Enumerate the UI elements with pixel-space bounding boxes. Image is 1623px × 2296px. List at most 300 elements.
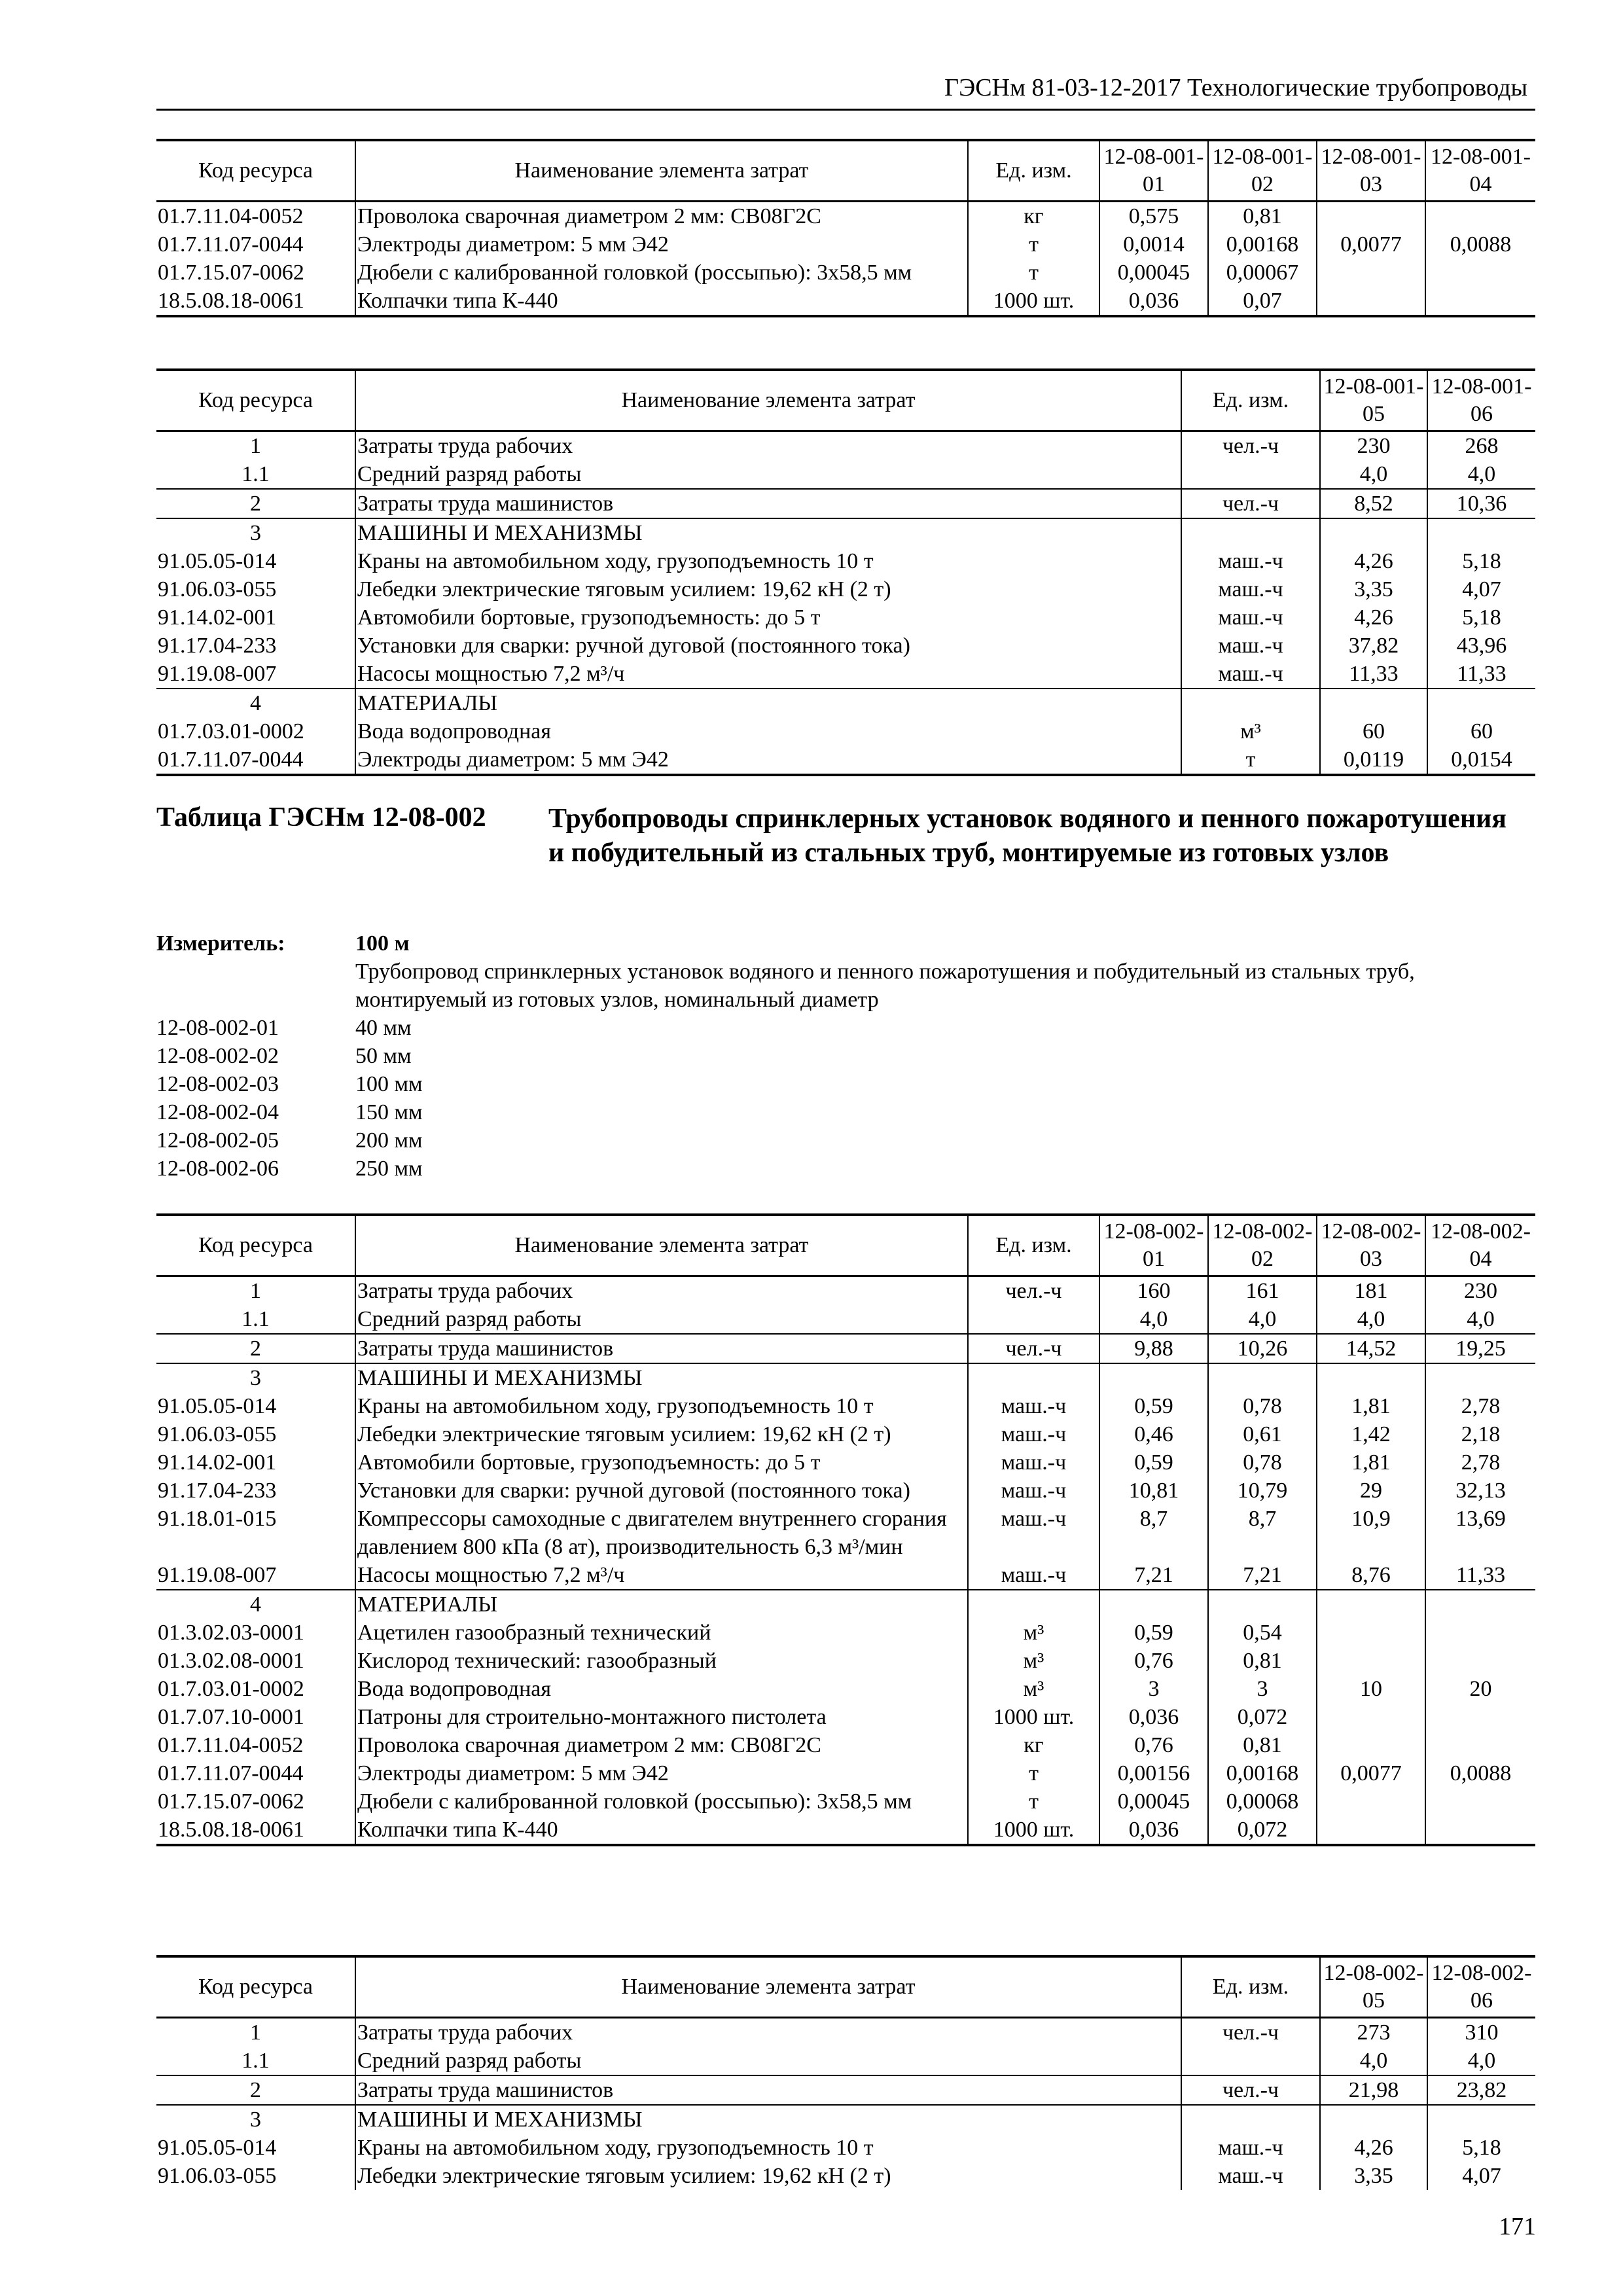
norm-value: 310	[1427, 2018, 1535, 2047]
norm-value: 273	[1320, 2018, 1427, 2047]
table-row	[156, 1276, 1535, 1306]
table-row	[156, 2047, 1535, 2075]
resource-unit: маш.-ч	[968, 1561, 1099, 1590]
table-row	[156, 287, 1535, 316]
resource-name: Затраты труда рабочих	[355, 1276, 968, 1306]
norm-value: 5,18	[1427, 603, 1535, 632]
norm-value: 3	[1099, 1675, 1208, 1703]
norm-value: 4,0	[1099, 1305, 1208, 1334]
column-header-norm: 12-08-001-05	[1320, 370, 1427, 431]
norm-value: 10,36	[1427, 489, 1535, 518]
table-row	[156, 1334, 1535, 1363]
resource-unit: маш.-ч	[1181, 660, 1320, 689]
norm-value	[1427, 689, 1535, 717]
table-row	[156, 1703, 1535, 1731]
resource-unit: чел.-ч	[1181, 489, 1320, 518]
norm-value: 11,33	[1427, 660, 1535, 689]
table-row	[156, 1305, 1535, 1334]
norm-value: 60	[1427, 717, 1535, 745]
resource-name: Установки для сварки: ручной дуговой (постоянного тока)	[355, 632, 1181, 660]
table-row	[156, 2018, 1535, 2047]
norm-value	[1425, 1787, 1535, 1816]
resource-code: 4	[250, 691, 261, 715]
resource-unit: чел.-ч	[968, 1276, 1099, 1306]
resource-code: 01.7.03.01-0002	[158, 1677, 304, 1701]
norm-value: 8,52	[1320, 489, 1427, 518]
resource-table-12-08-002-part1	[156, 1213, 1535, 1846]
norm-value	[1317, 1590, 1425, 1619]
resource-name: МАТЕРИАЛЫ	[355, 689, 1181, 717]
resource-name: Краны на автомобильном ходу, грузоподъемность 10 т	[355, 2134, 1181, 2162]
resource-name: Автомобили бортовые, грузоподъемность: до 5 т	[355, 603, 1181, 632]
measure-item-code: 12-08-002-04	[156, 1100, 279, 1124]
column-header-norm: 12-08-001-02	[1208, 140, 1317, 202]
resource-code: 91.05.05-014	[158, 2136, 277, 2160]
resource-table-12-08-001-part3	[156, 368, 1535, 776]
table-row	[156, 431, 1535, 461]
resource-unit: маш.-ч	[1181, 2134, 1320, 2162]
norm-value: 0,036	[1099, 1703, 1208, 1731]
measure-item-value: 150 мм	[355, 1100, 423, 1124]
norm-value	[1317, 1731, 1425, 1759]
norm-value: 0,59	[1099, 1448, 1208, 1477]
norm-value: 20	[1425, 1675, 1535, 1703]
norm-value: 1,81	[1317, 1448, 1425, 1477]
resource-name: Колпачки типа К-440	[355, 287, 968, 316]
resource-name: Установки для сварки: ручной дуговой (постоянного тока)	[355, 1477, 968, 1505]
norm-value	[1320, 518, 1427, 547]
norm-value: 0,0014	[1099, 230, 1208, 259]
table-row	[156, 717, 1535, 745]
norm-value	[1317, 259, 1425, 287]
resource-code: 01.7.11.07-0044	[158, 1761, 304, 1785]
norm-value	[1317, 1363, 1425, 1392]
resource-unit: маш.-ч	[968, 1392, 1099, 1420]
resource-code: 91.18.01-015	[158, 1507, 277, 1531]
measure-item-value: 250 мм	[355, 1157, 423, 1181]
norm-value: 5,18	[1427, 547, 1535, 575]
resource-name: МАШИНЫ И МЕХАНИЗМЫ	[355, 2105, 1181, 2134]
norm-value: 8,7	[1099, 1505, 1208, 1561]
table-row	[156, 1675, 1535, 1703]
resource-unit: м³	[968, 1647, 1099, 1675]
header-row	[156, 1215, 1535, 1276]
norm-value: 2,78	[1425, 1448, 1535, 1477]
resource-name: Электроды диаметром: 5 мм Э42	[355, 230, 968, 259]
norm-value: 4,26	[1320, 603, 1427, 632]
table-row	[156, 202, 1535, 231]
resource-code: 01.3.02.08-0001	[158, 1649, 304, 1673]
column-header-name: Наименование элемента затрат	[355, 1215, 968, 1276]
resource-unit: т	[1181, 745, 1320, 775]
column-header-norm: 12-08-002-01	[1099, 1215, 1208, 1276]
norm-value: 230	[1320, 431, 1427, 461]
column-header-norm: 12-08-001-06	[1427, 370, 1535, 431]
resource-code: 3	[250, 1366, 261, 1390]
norm-value: 10	[1317, 1675, 1425, 1703]
resource-name: Патроны для строительно-монтажного пистолета	[355, 1703, 968, 1731]
resource-name: МАШИНЫ И МЕХАНИЗМЫ	[355, 1363, 968, 1392]
norm-value	[1425, 202, 1535, 231]
column-header-unit: Ед. изм.	[1181, 1956, 1320, 2018]
resource-code: 2	[250, 492, 261, 516]
norm-value: 8,7	[1208, 1505, 1317, 1561]
resource-code: 91.06.03-055	[158, 577, 277, 601]
table-row	[156, 1477, 1535, 1505]
measure-item	[156, 1014, 1535, 1042]
resource-name: Затраты труда рабочих	[355, 2018, 1181, 2047]
resource-name: Автомобили бортовые, грузоподъемность: до 5 т	[355, 1448, 968, 1477]
table-title: Трубопроводы спринклерных установок водяного и пенного пожаротушения и побудительный из стальных труб, монтируемые из готовых узлов	[548, 804, 1507, 868]
resource-code: 91.19.08-007	[158, 662, 277, 686]
norm-value: 3,35	[1320, 575, 1427, 603]
resource-name: Компрессоры самоходные с двигателем внутреннего сгорания давлением 800 кПа (8 ат), производительность 6,3 м³/мин	[355, 1505, 968, 1561]
resource-unit	[968, 1305, 1099, 1334]
resource-code: 01.7.15.07-0062	[158, 1789, 304, 1814]
resource-name: Средний разряд работы	[355, 1305, 968, 1334]
norm-value: 4,0	[1317, 1305, 1425, 1334]
resource-code: 91.05.05-014	[158, 549, 277, 573]
norm-value: 37,82	[1320, 632, 1427, 660]
column-header-norm: 12-08-002-03	[1317, 1215, 1425, 1276]
resource-unit: маш.-ч	[1181, 2162, 1320, 2190]
resource-code: 2	[250, 1336, 261, 1361]
norm-value	[1425, 287, 1535, 316]
header-rule	[156, 109, 1535, 111]
norm-value	[1317, 1703, 1425, 1731]
resource-code: 1.1	[241, 462, 270, 486]
resource-unit: кг	[968, 202, 1099, 231]
resource-name: Лебедки электрические тяговым усилием: 19,62 кН (2 т)	[355, 1420, 968, 1448]
resource-name: Затраты труда машинистов	[355, 489, 1181, 518]
resource-name: Колпачки типа К-440	[355, 1816, 968, 1845]
header-row	[156, 140, 1535, 202]
norm-value: 0,00156	[1099, 1759, 1208, 1787]
norm-value: 14,52	[1317, 1334, 1425, 1363]
resource-code: 1.1	[241, 2049, 270, 2073]
norm-value: 0,00067	[1208, 259, 1317, 287]
norm-value: 0,59	[1099, 1619, 1208, 1647]
resource-code: 01.7.03.01-0002	[158, 719, 304, 744]
measure-item-code: 12-08-002-01	[156, 1016, 279, 1040]
resource-code: 91.05.05-014	[158, 1394, 277, 1418]
norm-value	[1425, 1590, 1535, 1619]
norm-value: 32,13	[1425, 1477, 1535, 1505]
norm-value: 10,81	[1099, 1477, 1208, 1505]
norm-value	[1427, 518, 1535, 547]
norm-value: 0,00045	[1099, 1787, 1208, 1816]
table-row	[156, 745, 1535, 775]
resource-unit: чел.-ч	[1181, 431, 1320, 461]
norm-value: 4,26	[1320, 547, 1427, 575]
column-header-code: Код ресурса	[198, 158, 313, 183]
norm-value: 0,54	[1208, 1619, 1317, 1647]
norm-value: 0,81	[1208, 202, 1317, 231]
column-header-norm: 12-08-001-01	[1099, 140, 1208, 202]
resource-unit	[968, 1590, 1099, 1619]
resource-code: 1	[250, 1279, 261, 1303]
norm-value: 19,25	[1425, 1334, 1535, 1363]
norm-value	[1099, 1590, 1208, 1619]
resource-code: 91.19.08-007	[158, 1563, 277, 1587]
norm-value: 11,33	[1425, 1561, 1535, 1590]
norm-value: 3	[1208, 1675, 1317, 1703]
norm-value: 0,0088	[1425, 1759, 1535, 1787]
table-row	[156, 259, 1535, 287]
resource-name: МАТЕРИАЛЫ	[355, 1590, 968, 1619]
norm-value: 0,81	[1208, 1647, 1317, 1675]
resource-name: Затраты труда машинистов	[355, 1334, 968, 1363]
resource-code: 3	[250, 521, 261, 545]
resource-name: Лебедки электрические тяговым усилием: 19,62 кН (2 т)	[355, 575, 1181, 603]
resource-name: Лебедки электрические тяговым усилием: 19,62 кН (2 т)	[355, 2162, 1181, 2190]
table-row	[156, 1392, 1535, 1420]
resource-code: 91.17.04-233	[158, 634, 277, 658]
resource-code: 01.7.07.10-0001	[158, 1705, 304, 1729]
norm-value	[1317, 1816, 1425, 1845]
resource-unit: маш.-ч	[968, 1448, 1099, 1477]
norm-value: 0,575	[1099, 202, 1208, 231]
norm-value: 0,78	[1208, 1448, 1317, 1477]
column-header-norm: 12-08-002-02	[1208, 1215, 1317, 1276]
column-header-code: Код ресурса	[198, 388, 313, 412]
norm-value: 2,18	[1425, 1420, 1535, 1448]
measure-item	[156, 1042, 1535, 1070]
resource-unit	[1181, 460, 1320, 489]
table-row	[156, 603, 1535, 632]
table-row	[156, 460, 1535, 489]
norm-value: 0,78	[1208, 1392, 1317, 1420]
resource-name: Средний разряд работы	[355, 2047, 1181, 2075]
table-row	[156, 1731, 1535, 1759]
column-header-norm: 12-08-002-04	[1425, 1215, 1535, 1276]
measure-item	[156, 1070, 1535, 1098]
column-header-norm: 12-08-002-05	[1320, 1956, 1427, 2018]
norm-value: 0,00168	[1208, 230, 1317, 259]
column-header-unit: Ед. изм.	[1181, 370, 1320, 431]
resource-unit: маш.-ч	[968, 1477, 1099, 1505]
norm-value: 4,0	[1320, 2047, 1427, 2075]
resource-code: 01.7.11.07-0044	[158, 232, 304, 257]
running-head: ГЭСНм 81-03-12-2017 Технологические трубопроводы	[944, 74, 1527, 101]
measure-item	[156, 1155, 1535, 1183]
norm-value: 181	[1317, 1276, 1425, 1306]
norm-value: 21,98	[1320, 2075, 1427, 2105]
measure-item-code: 12-08-002-05	[156, 1128, 279, 1153]
norm-value: 0,0119	[1320, 745, 1427, 775]
measure-item-value: 50 мм	[355, 1044, 412, 1068]
column-header-unit: Ед. изм.	[968, 140, 1099, 202]
norm-value: 4,0	[1320, 460, 1427, 489]
norm-value: 161	[1208, 1276, 1317, 1306]
resource-unit	[1181, 2105, 1320, 2134]
resource-code: 01.7.11.04-0052	[158, 1733, 304, 1757]
norm-value	[1425, 259, 1535, 287]
table-row	[156, 632, 1535, 660]
resource-name: Насосы мощностью 7,2 м³/ч	[355, 1561, 968, 1590]
norm-value	[1208, 1363, 1317, 1392]
norm-value: 2,78	[1425, 1392, 1535, 1420]
column-header-norm: 12-08-001-04	[1425, 140, 1535, 202]
header-row	[156, 370, 1535, 431]
table-row	[156, 1448, 1535, 1477]
resource-name: Электроды диаметром: 5 мм Э42	[355, 745, 1181, 775]
norm-value	[1320, 689, 1427, 717]
resource-name: Насосы мощностью 7,2 м³/ч	[355, 660, 1181, 689]
resource-unit: чел.-ч	[968, 1334, 1099, 1363]
norm-value: 4,26	[1320, 2134, 1427, 2162]
table-row	[156, 1420, 1535, 1448]
measure-item-code: 12-08-002-02	[156, 1044, 279, 1068]
resource-unit: чел.-ч	[1181, 2018, 1320, 2047]
resource-unit: кг	[968, 1731, 1099, 1759]
resource-unit: 1000 шт.	[968, 1816, 1099, 1845]
resource-code: 01.3.02.03-0001	[158, 1621, 304, 1645]
norm-value: 4,0	[1208, 1305, 1317, 1334]
resource-unit: м³	[968, 1619, 1099, 1647]
norm-value: 5,18	[1427, 2134, 1535, 2162]
resource-unit: т	[968, 1759, 1099, 1787]
table-row	[156, 1816, 1535, 1845]
norm-value: 0,0088	[1425, 230, 1535, 259]
norm-value	[1099, 1363, 1208, 1392]
resource-code: 91.14.02-001	[158, 605, 277, 630]
resource-table-12-08-001-part2	[156, 139, 1535, 317]
norm-value	[1317, 1647, 1425, 1675]
norm-value: 4,0	[1425, 1305, 1535, 1334]
norm-value	[1425, 1816, 1535, 1845]
table-row	[156, 1619, 1535, 1647]
norm-value: 4,0	[1427, 2047, 1535, 2075]
norm-value	[1317, 1787, 1425, 1816]
resource-name: Проволока сварочная диаметром 2 мм: СВ08Г2С	[355, 202, 968, 231]
resource-unit: т	[968, 230, 1099, 259]
norm-value: 0,036	[1099, 287, 1208, 316]
resource-name: Дюбели с калиброванной головкой (россыпью): 3х58,5 мм	[355, 1787, 968, 1816]
norm-value: 9,88	[1099, 1334, 1208, 1363]
resource-unit: маш.-ч	[1181, 575, 1320, 603]
norm-value: 0,59	[1099, 1392, 1208, 1420]
norm-value: 0,072	[1208, 1816, 1317, 1845]
norm-value: 0,07	[1208, 287, 1317, 316]
norm-value: 0,81	[1208, 1731, 1317, 1759]
measure-item-code: 12-08-002-03	[156, 1072, 279, 1096]
resource-unit	[1181, 689, 1320, 717]
norm-value: 10,79	[1208, 1477, 1317, 1505]
table-row	[156, 1590, 1535, 1619]
norm-value	[1320, 2105, 1427, 2134]
resource-unit: маш.-ч	[1181, 603, 1320, 632]
table-row	[156, 2105, 1535, 2134]
table-row	[156, 1647, 1535, 1675]
norm-value: 3,35	[1320, 2162, 1427, 2190]
header-row	[156, 1956, 1535, 2018]
resource-name: Электроды диаметром: 5 мм Э42	[355, 1759, 968, 1787]
measure-label: Измеритель:	[156, 931, 285, 956]
resource-name: Дюбели с калиброванной головкой (россыпью): 3х58,5 мм	[355, 259, 968, 287]
measure-block	[156, 929, 1535, 1183]
measure-item-value: 40 мм	[355, 1016, 412, 1040]
measure-item-value: 200 мм	[355, 1128, 423, 1153]
resource-code: 2	[250, 2078, 261, 2102]
norm-value: 10,26	[1208, 1334, 1317, 1363]
resource-unit: маш.-ч	[1181, 632, 1320, 660]
norm-value	[1425, 1703, 1535, 1731]
norm-value: 7,21	[1099, 1561, 1208, 1590]
table-row	[156, 1505, 1535, 1561]
norm-value: 60	[1320, 717, 1427, 745]
resource-unit: 1000 шт.	[968, 287, 1099, 316]
resource-name: Вода водопроводная	[355, 717, 1181, 745]
norm-value: 0,072	[1208, 1703, 1317, 1731]
resource-unit: т	[968, 259, 1099, 287]
resource-name: Краны на автомобильном ходу, грузоподъемность 10 т	[355, 547, 1181, 575]
norm-value: 43,96	[1427, 632, 1535, 660]
norm-value: 0,00045	[1099, 259, 1208, 287]
table-row	[156, 489, 1535, 518]
table-row	[156, 660, 1535, 689]
norm-value	[1317, 202, 1425, 231]
resource-code: 91.06.03-055	[158, 1422, 277, 1446]
norm-value: 4,07	[1427, 2162, 1535, 2190]
resource-name: Краны на автомобильном ходу, грузоподъемность 10 т	[355, 1392, 968, 1420]
column-header-name: Наименование элемента затрат	[355, 370, 1181, 431]
norm-value: 23,82	[1427, 2075, 1535, 2105]
column-header-norm: 12-08-002-06	[1427, 1956, 1535, 2018]
norm-value	[1208, 1590, 1317, 1619]
table-row	[156, 2134, 1535, 2162]
resource-name: Проволока сварочная диаметром 2 мм: СВ08Г2С	[355, 1731, 968, 1759]
norm-value: 11,33	[1320, 660, 1427, 689]
resource-unit: 1000 шт.	[968, 1703, 1099, 1731]
resource-table-12-08-002-part2	[156, 1955, 1535, 2190]
resource-unit: т	[968, 1787, 1099, 1816]
norm-value: 230	[1425, 1276, 1535, 1306]
resource-unit	[1181, 2047, 1320, 2075]
resource-code: 18.5.08.18-0061	[158, 289, 304, 313]
resource-unit	[968, 1363, 1099, 1392]
norm-value	[1427, 2105, 1535, 2134]
resource-code: 91.06.03-055	[158, 2164, 277, 2188]
resource-code: 4	[250, 1592, 261, 1617]
resource-code: 01.7.11.04-0052	[158, 204, 304, 228]
table-row	[156, 689, 1535, 717]
norm-value: 268	[1427, 431, 1535, 461]
column-header-norm: 12-08-001-03	[1317, 140, 1425, 202]
resource-code: 1.1	[241, 1307, 270, 1331]
norm-value: 1,81	[1317, 1392, 1425, 1420]
table-row	[156, 2162, 1535, 2190]
column-header-code: Код ресурса	[198, 1975, 313, 1999]
norm-value: 10,9	[1317, 1505, 1425, 1561]
norm-value: 0,76	[1099, 1647, 1208, 1675]
resource-code: 91.14.02-001	[158, 1450, 277, 1475]
resource-code: 01.7.15.07-0062	[158, 260, 304, 285]
table-row	[156, 230, 1535, 259]
resource-code: 91.17.04-233	[158, 1479, 277, 1503]
norm-value: 0,76	[1099, 1731, 1208, 1759]
table-row	[156, 547, 1535, 575]
norm-value: 0,00068	[1208, 1787, 1317, 1816]
resource-name: Средний разряд работы	[355, 460, 1181, 489]
column-header-unit: Ед. изм.	[968, 1215, 1099, 1276]
resource-name: Затраты труда рабочих	[355, 431, 1181, 461]
resource-unit: маш.-ч	[968, 1505, 1099, 1561]
norm-value: 8,76	[1317, 1561, 1425, 1590]
resource-name: Ацетилен газообразный технический	[355, 1619, 968, 1647]
norm-value	[1425, 1647, 1535, 1675]
column-header-name: Наименование элемента затрат	[355, 140, 968, 202]
